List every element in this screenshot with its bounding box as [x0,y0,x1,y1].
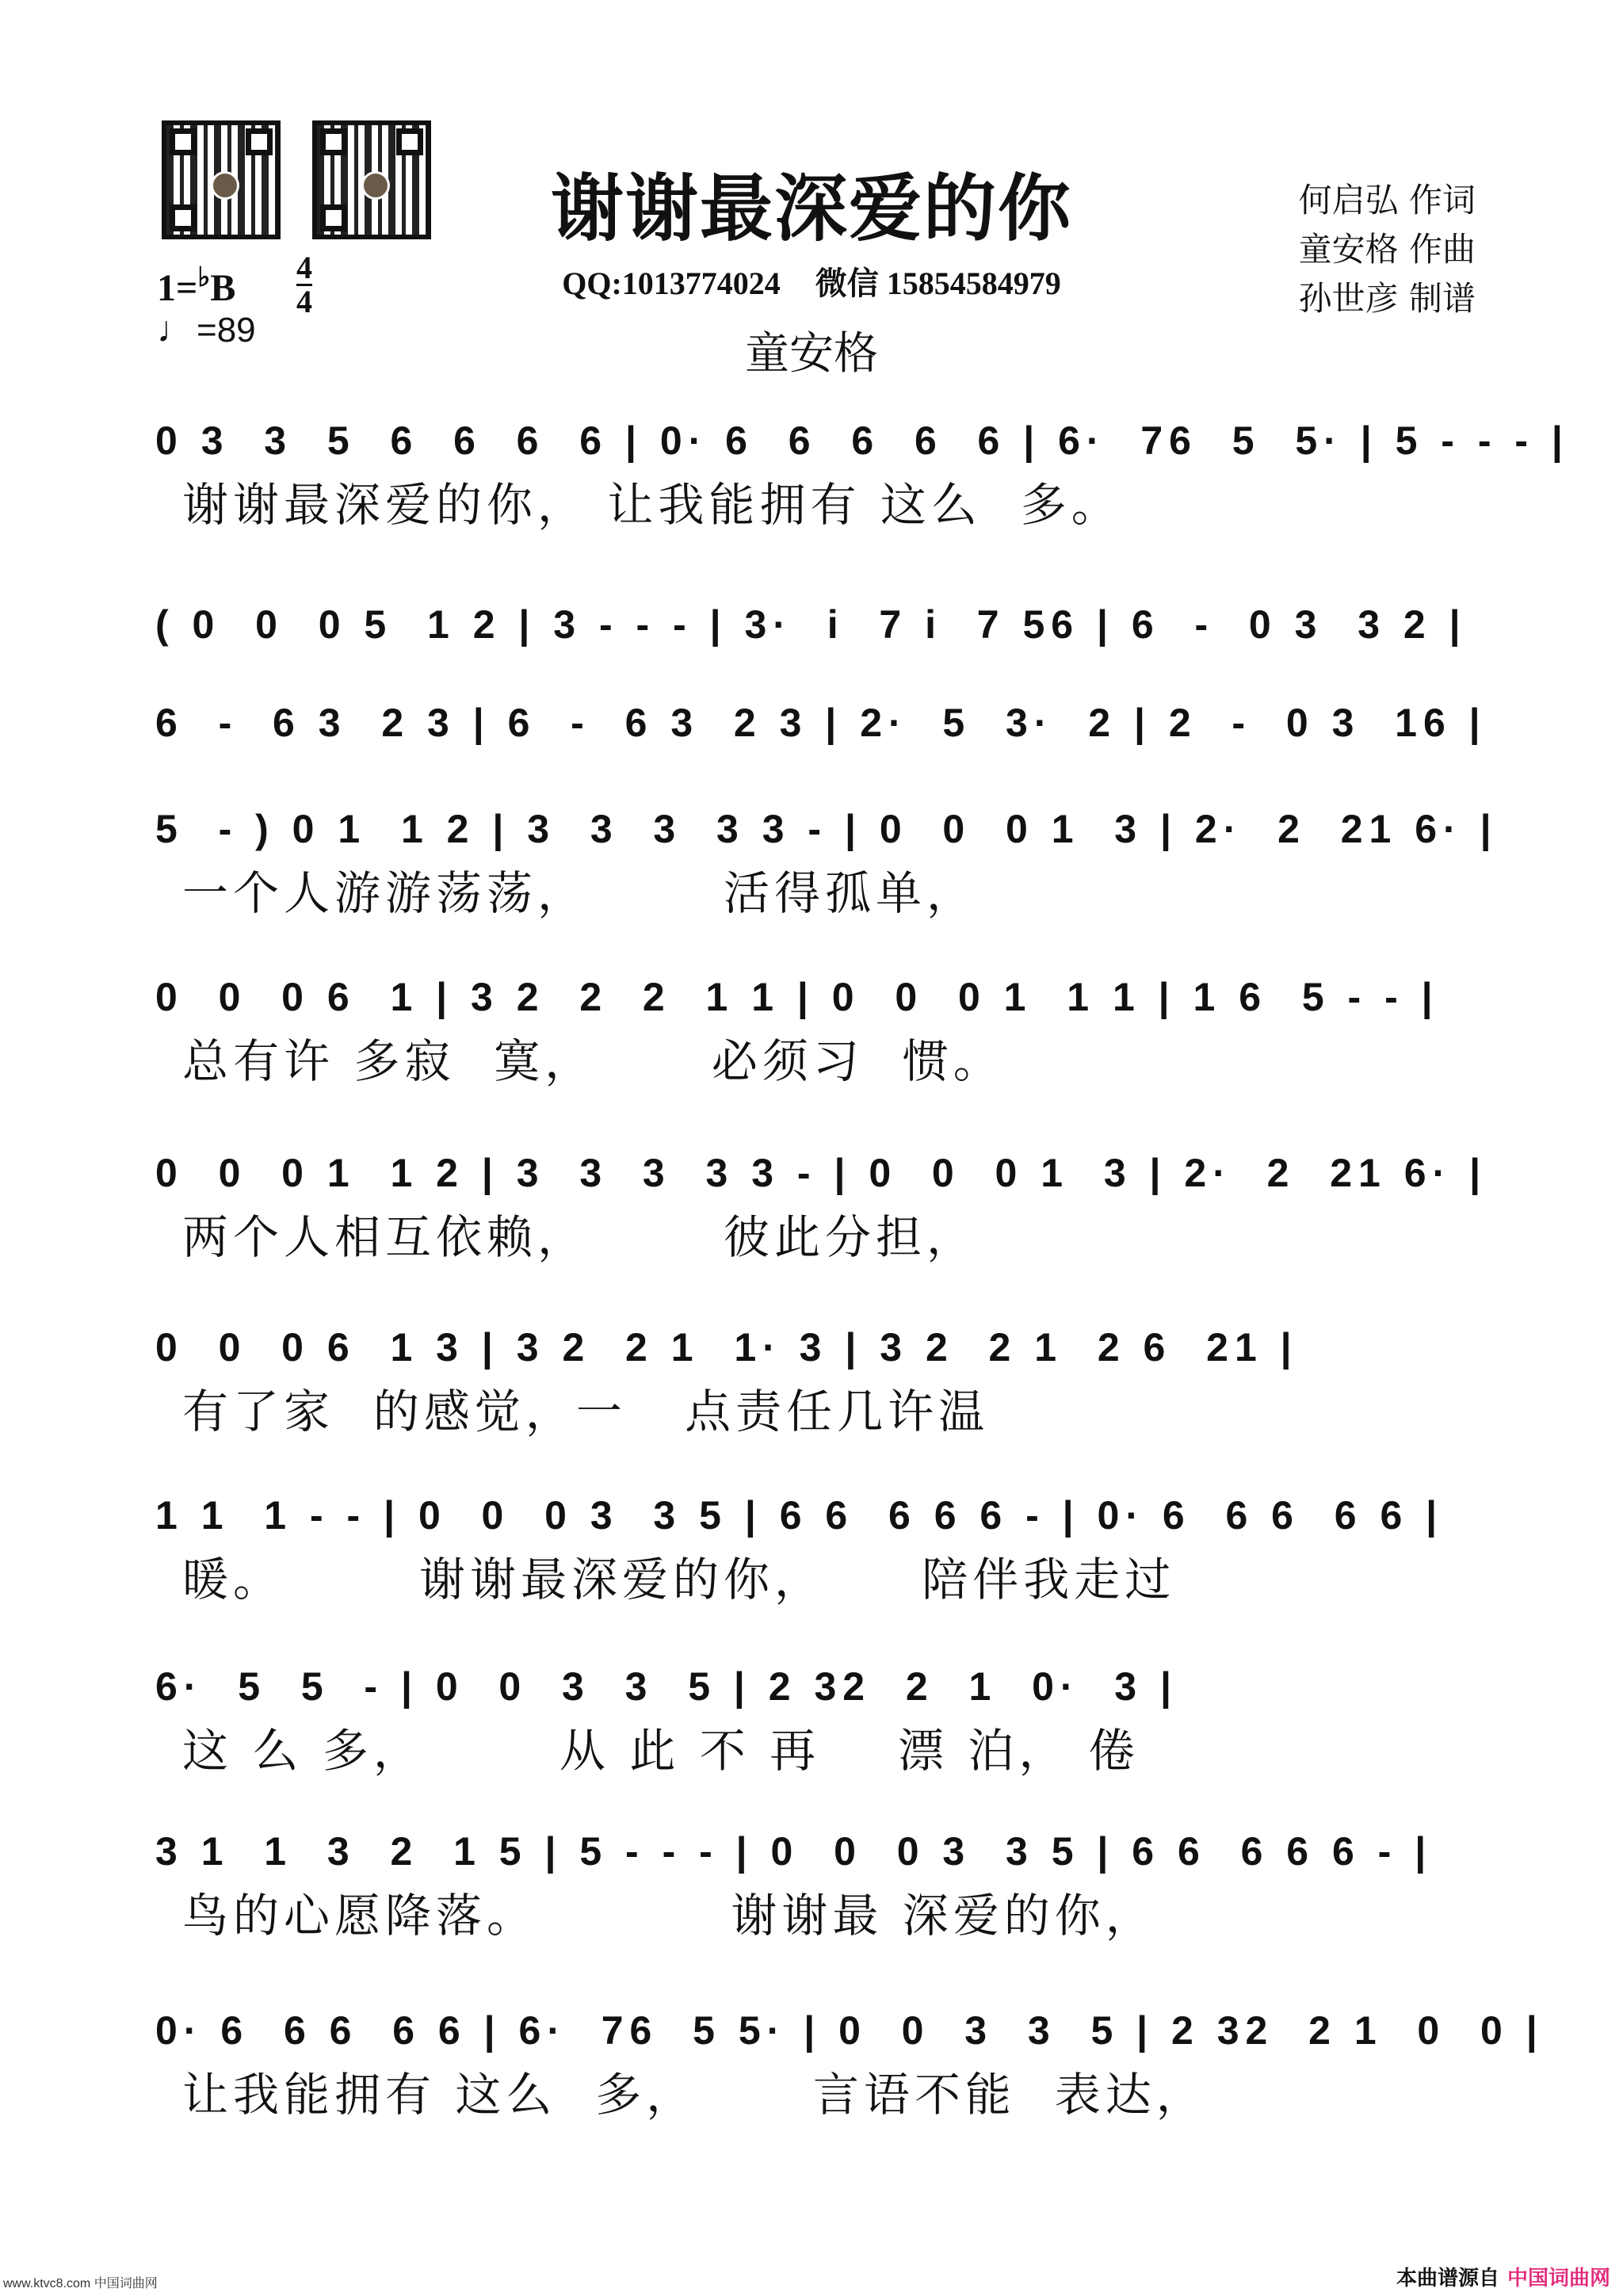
lyrics-line: 谢谢最深爱的你， 让我能拥有 这么 多。 [182,478,1122,532]
lyrics-line: 暖。 谢谢最深爱的你， 陪伴我走过 [182,1553,1176,1606]
time-signature-bottom: 4 [296,284,312,319]
score-system [155,2002,1544,2130]
wechat-number: 微信 15854584979 [815,266,1061,301]
notation-line: 6· 5 5 - | 0 0 3 3 5 | 2 32 2 1 0· 3 | [155,1664,1178,1709]
notation-line: 0 3 3 5 6 6 6 6 | 0· 6 6 6 6 6 | 6· 76 5 5· | 5 - - - | [155,418,1569,463]
score-system [155,800,1498,929]
lyrics-line: 两个人相互依赖， 彼此分担， [182,1210,978,1264]
notation-line: 3 1 1 3 2 1 5 | 5 - - - | 0 0 0 3 3 5 | 6 6 6 6 6 - | [155,1829,1433,1874]
score-system [155,968,1479,1097]
footer-brand[interactable]: 中国词曲网 [1507,2267,1610,2290]
lyrics-line: 让我能拥有 这么 多， 言语不能 表达， [182,2068,1207,2122]
flat-icon: ♭ [197,263,211,292]
score-system [155,1823,1479,1951]
tempo-marking [157,308,256,350]
transcriber-credit: 孙世彦 制谱 [1298,279,1476,318]
tempo-value: =89 [197,311,256,350]
score-system [155,1144,1487,1273]
score-system [155,1487,1479,1615]
score-system [155,1658,1479,1786]
quarter-note-icon: ♩ [157,308,193,350]
time-signature [296,252,312,318]
key-prefix: 1= [157,267,198,309]
footer-website: www.ktvc8.com 中国词曲网 [3,2277,158,2290]
time-signature-top: 4 [296,250,312,285]
credits [1299,176,1476,323]
lyrics-line: 总有许 多寂 寞， 必须习 惯。 [182,1034,1004,1088]
notation-line: ( 0 0 0 5 1 2 | 3 - - - | 3· i 7 i 7 56 | 6 - 0 3 3 2 | [155,602,1467,647]
footer-source [1396,2262,1610,2291]
footer-source-label: 本曲谱源自 [1396,2267,1499,2290]
lyricist-credit: 何启弘 作词 [1298,181,1476,220]
notation-line: 0· 6 6 6 6 6 | 6· 76 5 5· | 0 0 3 3 5 | 2 32 2 1 0 0 | [155,2008,1544,2053]
lyrics-line: 这 么 多， 从 此 不 再 漂 泊， 倦 [182,1724,1140,1778]
singer-name: 童安格 [745,328,878,380]
notation-line: 0 0 0 1 1 2 | 3 3 3 3 3 - | 0 0 0 1 3 | 2· 2 21 6· | [155,1151,1487,1195]
notation-line: 1 1 1 - - | 0 0 0 3 3 5 | 6 6 6 6 6 - | 0· 6 6 6 6 6 | [155,1493,1444,1538]
lyrics-line: 鸟的心愿降落。 谢谢最 深爱的你， [182,1889,1156,1943]
lyrics-line: 有了家 的感觉，一 点责任几许温 [182,1385,990,1438]
lyrics-line: 一个人游游荡荡， 活得孤单， [182,866,978,920]
key-signature [157,262,235,310]
notation-line: 0 0 0 6 1 | 3 2 2 2 1 1 | 0 0 0 1 1 1 | 1 6 5 - - | [155,975,1439,1019]
score-system [155,412,1569,541]
key-note: B [210,267,236,309]
notation-line: 0 0 0 6 1 3 | 3 2 2 1 1· 3 | 3 2 2 1 2 6 21 | [155,1325,1298,1370]
composer-credit: 童安格 作曲 [1298,230,1476,269]
notation-line: 5 - ) 0 1 1 2 | 3 3 3 3 3 - | 0 0 0 1 3 | 2· 2 21 6· | [155,807,1498,851]
qq-number: QQ:1013774024 [562,266,781,301]
page-title: 谢谢最深爱的你 [550,166,1072,251]
score-system [155,1319,1479,1447]
notation-line: 6 - 6 3 2 3 | 6 - 6 3 2 3 | 2· 5 3· 2 | 2 - 0 3 16 | [155,701,1487,745]
